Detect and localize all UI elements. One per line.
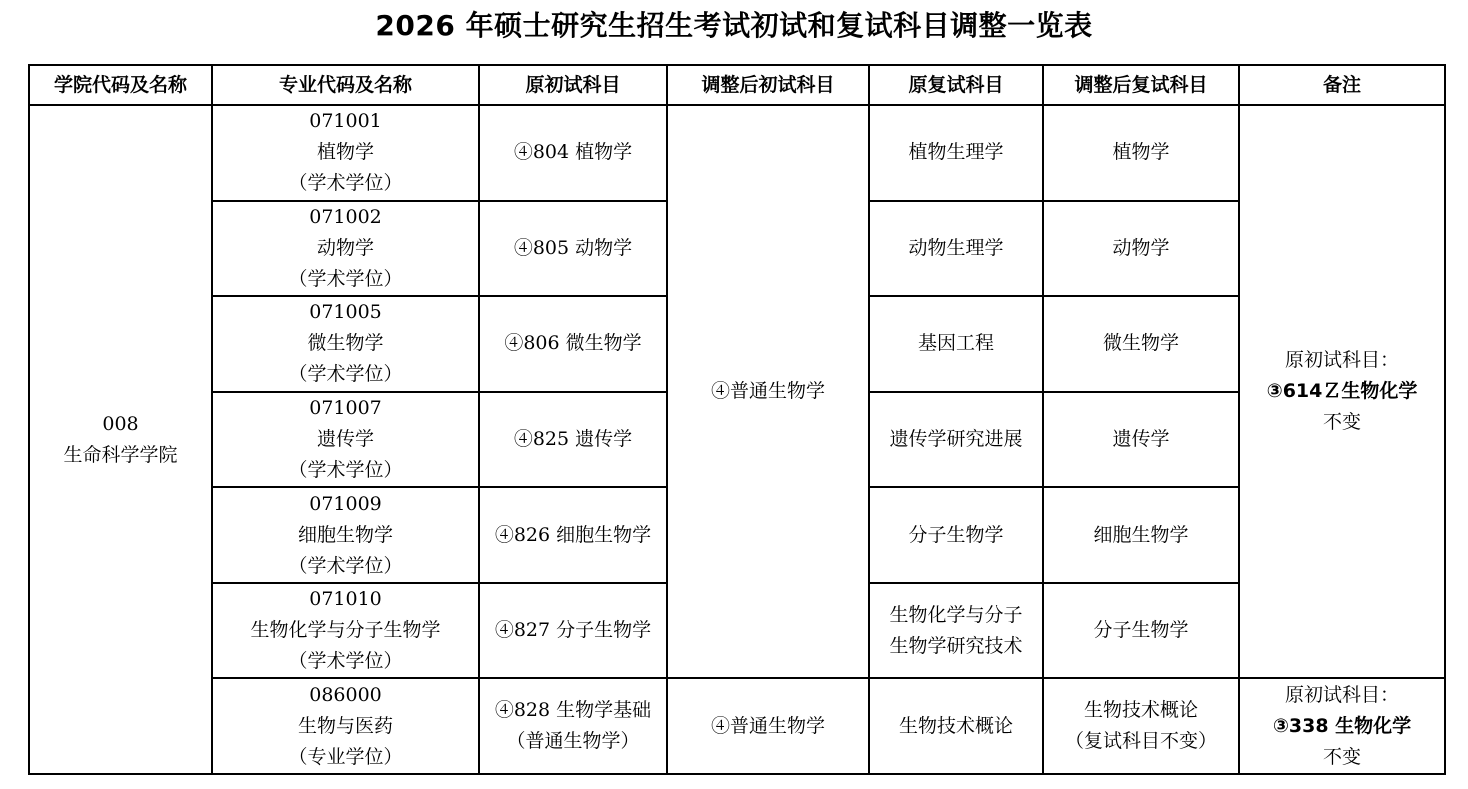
major-degree: （专业学位）: [288, 745, 403, 768]
note-shared-cell: [1239, 105, 1445, 678]
orig-retest-line: 生物学研究技术: [889, 634, 1023, 657]
orig-retest-cell: [869, 583, 1043, 679]
major-name: 生物化学与分子生物学: [250, 619, 441, 642]
new-retest-cell: 遗传学: [1043, 392, 1239, 488]
major-degree: （学术学位）: [288, 363, 403, 386]
major-code: 071007: [309, 396, 382, 419]
orig-initial-cell: ④804 植物学: [479, 105, 667, 201]
major-code: 071002: [309, 205, 382, 228]
orig-retest-line: 生物化学与分子: [889, 603, 1023, 626]
header-college: 学院代码及名称: [29, 65, 212, 105]
major-code: 071005: [309, 301, 382, 324]
header-new-retest: 调整后复试科目: [1043, 65, 1239, 105]
note-cell: [1239, 678, 1445, 774]
note-line: 原初试科目：: [1284, 349, 1399, 372]
orig-retest-cell: 分子生物学: [869, 487, 1043, 583]
note-line: 不变: [1322, 745, 1361, 768]
orig-initial-cell: ④806 微生物学: [479, 296, 667, 392]
major-cell: [212, 105, 479, 201]
header-note: 备注: [1239, 65, 1445, 105]
orig-retest-cell: 动物生理学: [869, 201, 1043, 297]
major-code: 071001: [309, 110, 382, 133]
page-title: 2026 年硕士研究生招生考试初试和复试科目调整一览表: [375, 9, 1093, 42]
new-retest-cell: 植物学: [1043, 105, 1239, 201]
major-name: 生物与医药: [297, 714, 393, 737]
college-name: 生命科学学院: [63, 443, 178, 466]
orig-initial-cell: ④805 动物学: [479, 201, 667, 297]
major-name: 微生物学: [307, 332, 384, 355]
new-retest-cell: 细胞生物学: [1043, 487, 1239, 583]
note-line: 原初试科目：: [1284, 683, 1399, 706]
table-row: [29, 105, 1445, 201]
major-degree: （学术学位）: [288, 554, 403, 577]
orig-initial-line: ④828 生物学基础: [494, 699, 652, 722]
header-new-initial: 调整后初试科目: [667, 65, 869, 105]
orig-initial-cell: ④827 分子生物学: [479, 583, 667, 679]
note-line: 不变: [1322, 411, 1361, 434]
major-cell: [212, 201, 479, 297]
college-cell: [29, 105, 212, 774]
new-initial-cell: ④普通生物学: [667, 678, 869, 774]
major-name: 动物学: [316, 236, 374, 259]
major-cell: [212, 487, 479, 583]
new-retest-line: 生物技术概论: [1083, 699, 1198, 722]
orig-retest-cell: 基因工程: [869, 296, 1043, 392]
major-name: 遗传学: [316, 427, 374, 450]
major-degree: （学术学位）: [288, 650, 403, 673]
major-cell: [212, 392, 479, 488]
major-code: 071010: [309, 588, 382, 611]
major-degree: （学术学位）: [288, 458, 403, 481]
header-row: [29, 65, 1445, 105]
new-retest-cell: 分子生物学: [1043, 583, 1239, 679]
major-degree: （学术学位）: [288, 172, 403, 195]
orig-retest-cell: 遗传学研究进展: [869, 392, 1043, 488]
orig-retest-cell: 生物技术概论: [869, 678, 1043, 774]
major-cell: [212, 678, 479, 774]
table-row: [29, 678, 1445, 774]
new-retest-cell: [1043, 678, 1239, 774]
major-degree: （学术学位）: [288, 267, 403, 290]
new-retest-cell: 微生物学: [1043, 296, 1239, 392]
major-name: 细胞生物学: [297, 523, 393, 546]
major-code: 071009: [309, 492, 382, 515]
orig-retest-cell: 植物生理学: [869, 105, 1043, 201]
note-line: ③338 生物化学: [1272, 714, 1412, 737]
orig-initial-cell: ④825 遗传学: [479, 392, 667, 488]
adjustment-table: [28, 64, 1446, 775]
header-orig-initial: 原初试科目: [479, 65, 667, 105]
major-name: 植物学: [316, 141, 374, 164]
major-cell: [212, 296, 479, 392]
college-code: 008: [102, 412, 139, 435]
header-orig-retest: 原复试科目: [869, 65, 1043, 105]
new-initial-shared-cell: ④普通生物学: [667, 105, 869, 678]
major-code: 086000: [309, 683, 382, 706]
note-line: ③614Ｚ生物化学: [1266, 380, 1418, 403]
new-retest-line: （复试科目不变）: [1064, 730, 1217, 753]
new-retest-cell: 动物学: [1043, 201, 1239, 297]
header-major: 专业代码及名称: [212, 65, 479, 105]
orig-initial-line: （普通生物学）: [506, 730, 640, 753]
orig-initial-cell: ④826 细胞生物学: [479, 487, 667, 583]
orig-initial-cell: [479, 678, 667, 774]
major-cell: [212, 583, 479, 679]
